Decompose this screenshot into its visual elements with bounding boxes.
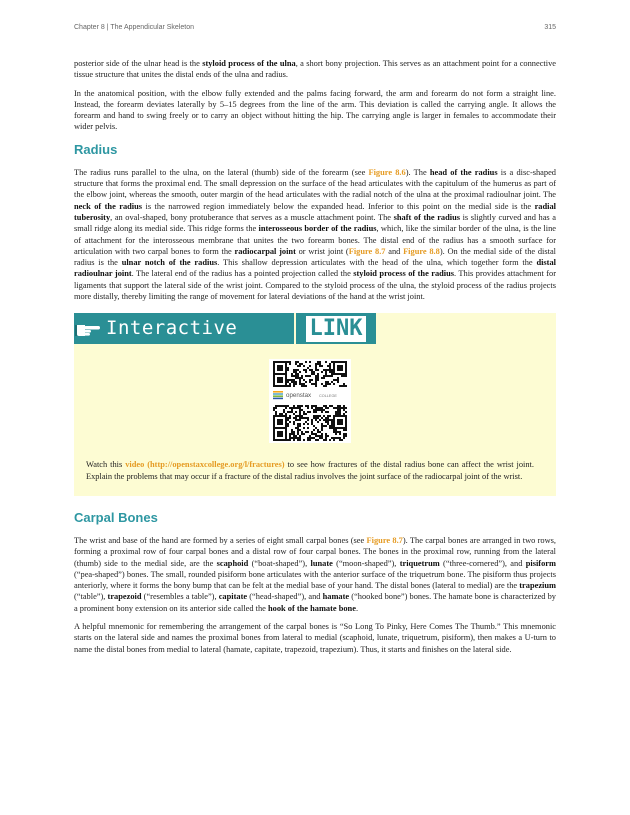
cross-reference-link[interactable]: Figure 8.8 xyxy=(403,246,440,256)
interactive-text xyxy=(86,459,534,482)
running-header xyxy=(74,24,556,38)
interactive-banner-left xyxy=(74,313,294,344)
interactive-link-box xyxy=(74,313,556,496)
bold-term: styloid process of the ulna xyxy=(202,59,296,68)
intro-paragraph-2 xyxy=(74,88,556,133)
text-run: (“resembles a table”), xyxy=(141,592,219,602)
text-run: is slightly curved and has a small ridge along its medial side. This ridge forms the xyxy=(74,212,556,234)
main-content xyxy=(74,58,556,662)
interactive-body xyxy=(74,344,556,496)
bold-term: hamate xyxy=(322,592,350,602)
bold-term: capitate xyxy=(218,592,248,602)
text-run: ). On the medial side of the distal radius is the xyxy=(74,246,556,268)
text-run: (“hooked bone”) bones. The hamate bone is characterized by a prominent bony extension on its anterior side called the xyxy=(74,592,556,613)
text-run: . This shallow depression articulates with the head of the ulna, which together form the xyxy=(217,258,537,268)
bold-term: distal radioulnar joint xyxy=(74,258,556,279)
intro-paragraph-1 xyxy=(74,58,556,81)
text-run: In the anatomical position, with the elbow fully extended and the palms facing forward, the arm and forearm do not form a straight line. Instead, the forearm deviates laterally by 5–15 degrees from the line of the arm. This deviation is called the carrying angle. It allows the forearm and hand to swing freely or to carry an object without hitting the hip. The carrying angle is larger in females to accommodate their wider pelvis. xyxy=(74,88,556,132)
text-run: or wrist joint ( xyxy=(295,246,349,256)
bold-term: pisiform xyxy=(525,558,556,568)
bold-term: triquetrum xyxy=(399,558,440,568)
text-run: ). The xyxy=(405,167,430,177)
text-run: . This provides attachment for ligaments that support the lateral side of the wrist joint. Compared to the styloid process of the ulna, the styloid process of the radius projects more distally, thereby limiting the range of movement for lateral deviations of the hand at the wrist joint. xyxy=(74,269,556,302)
qr-code-card[interactable] xyxy=(269,359,351,443)
bold-term: hook of the hamate bone xyxy=(267,603,356,613)
interactive-label: Interactive xyxy=(106,317,238,340)
link-label: LINK xyxy=(306,316,367,342)
text-run: , a short bony projection. This serves as an attachment point for a connective tissue structure that unites the distal ends of the ulna and radius. xyxy=(74,59,556,80)
carpal-heading: Carpal Bones xyxy=(74,509,158,525)
text-run: The wrist and base of the hand are formed by a series of eight small carpal bones (see xyxy=(74,535,367,545)
qr-brand-text: openstax xyxy=(286,392,312,400)
qr-brand-suffix: COLLEGE xyxy=(319,394,337,399)
text-run: , which, like the similar border of the ulna, is the line of attachment for the interosseous membrane that unites the two forearm bones. The distal end of the radius has a smooth surface for articulation with two carpal bones to form the xyxy=(74,224,556,256)
pointing-hand-icon xyxy=(74,313,102,344)
interactive-banner-right xyxy=(294,313,376,344)
cross-reference-link[interactable]: Figure 8.6 xyxy=(368,167,406,177)
bold-term: scaphoid xyxy=(216,558,249,568)
chapter-title: Chapter 8 | The Appendicular Skeleton xyxy=(74,24,194,31)
bold-term: radiocarpal joint xyxy=(234,246,296,256)
bold-term: ulnar notch of the radius xyxy=(121,258,218,268)
bold-term: trapezium xyxy=(519,581,556,591)
text-run: and xyxy=(385,246,404,256)
text-run: ). The carpal bones are arranged in two rows, forming a proximal row of four carpal bones and a distal row of four carpal bones. The bones in the proximal row, running from the lateral (thumb) side to the medial side, are the xyxy=(74,535,556,568)
text-run: is a disc-shaped structure that forms the proximal end. The small depression on the surface of the head articulates with the capitulum of the humerus as part of the elbow joint, whereas the smooth, outer margin of the head articulates with the radial notch of the ulna at the proximal radioulnar joint. The xyxy=(74,167,556,200)
carpal-paragraph-1 xyxy=(74,535,556,614)
bold-term: head of the radius xyxy=(429,167,498,177)
page-number: 315 xyxy=(544,24,556,31)
bold-term: interosseous border of the radius xyxy=(258,224,377,234)
bold-term: radial tuberosity xyxy=(74,201,556,222)
text-run: (“moon-shaped”), xyxy=(332,558,400,568)
text-run: The radius runs parallel to the ulna, on the lateral (thumb) side of the forearm (see xyxy=(74,167,369,177)
text-run: (“boat-shaped”), xyxy=(248,558,311,568)
interactive-link-banner xyxy=(74,313,556,344)
text-run: , an oval-shaped, bony protuberance that serves as a muscle attachment point. The xyxy=(110,212,394,222)
text-run: . The lateral end of the radius has a pointed projection called the xyxy=(131,269,354,279)
text-run: Watch this xyxy=(86,460,126,470)
text-run: posterior side of the ulnar head is the xyxy=(74,59,203,68)
bold-term: lunate xyxy=(310,558,333,568)
cross-reference-link[interactable]: Figure 8.7 xyxy=(366,535,403,545)
text-run: (“table”), xyxy=(74,592,108,602)
bold-term: neck of the radius xyxy=(74,201,143,211)
carpal-paragraph-2 xyxy=(74,621,556,655)
text-run: (“pea-shaped”) bones. The small, rounded pisiform bone articulates with the anterior surface of the triquetrum bone. The pisiform thus projects anteriorly, where it forms the bony bump that can be felt at the medial base of your hand. The distal bones (lateral to medial) are the xyxy=(74,569,556,591)
bold-term: trapezoid xyxy=(107,592,142,602)
cross-reference-link[interactable]: Figure 8.7 xyxy=(348,246,386,256)
bold-term: styloid process of the radius xyxy=(353,269,455,279)
radius-heading: Radius xyxy=(74,141,118,157)
cross-reference-link[interactable]: video (http://openstaxcollege.org/l/fractures) xyxy=(125,460,285,470)
text-run: . xyxy=(355,603,359,613)
radius-paragraph xyxy=(74,167,556,303)
text-run: to see how fractures of the distal radius bone can affect the wrist joint. Explain the problems that may occur if a fracture of the distal radius involves the joint surface of the radiocarpal joint of the wrist. xyxy=(86,460,534,481)
qr-code-graphic xyxy=(269,359,351,443)
bold-term: shaft of the radius xyxy=(393,212,460,222)
text-run: is the narrowed region immediately below the expanded head. Inferior to this point on the medial side is the xyxy=(142,201,535,211)
text-run: (“head-shaped”), and xyxy=(247,592,323,602)
text-run: (“three-cornered”), and xyxy=(439,558,526,568)
text-run: A helpful mnemonic for remembering the arrangement of the carpal bones is “So Long To Pinky, Here Comes The Thumb.” This mnemonic starts on the lateral side and names the proximal bones from lateral to medial (scaphoid, lunate, triquetrum, pisiform), then makes a U-turn to name the distal bones from medial to lateral (hamate, capitate, trapezoid, trapezium). Thus, it starts and finishes on the lateral side. xyxy=(74,622,556,654)
